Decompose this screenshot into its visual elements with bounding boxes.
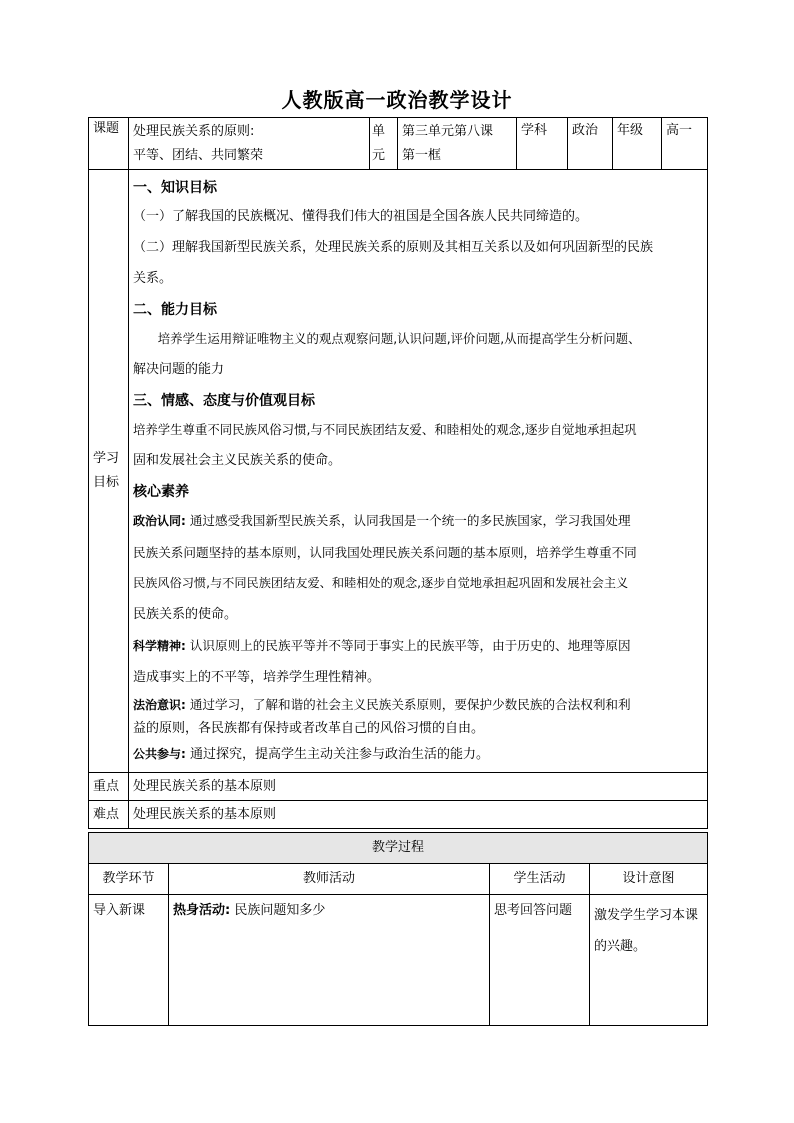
core-political-cont: 民族关系的使命。 [133,607,238,622]
subject-label: 学科 [517,118,568,170]
core-participation: 公共参与: 通过探究，提高学生主动关注参与政治生活的能力。 [133,747,489,762]
core-political-cont: 民族关系问题坚持的基本原则，认同我国处理民族关系问题的基本原则，培养学生尊重不同 [133,545,637,560]
ability-text: 培养学生运用辩证唯物主义的观点观察问题,认识问题,评价问题,从而提高学生分析问题、 [157,331,641,346]
ability-text-cont: 解决问题的能力 [133,362,225,377]
process-title-row [89,833,708,864]
objectives-row [89,170,708,773]
ability-heading: 二、能力目标 [133,302,217,318]
difficult-point-label: 难点 [89,801,129,829]
col-teacher: 教师活动 [169,864,490,895]
grade-label: 年级 [613,118,662,170]
emotion-heading: 三、情感、态度与价值观目标 [133,393,315,409]
core-heading: 核心素养 [133,484,189,500]
objectives-content [129,170,708,773]
difficult-point-row [89,801,708,829]
document-title: 人教版高一政治教学设计 [281,88,513,112]
core-science: 科学精神: 认识原则上的民族平等并不等同于事实上的民族平等，由于历史的、地理等原因 [133,638,631,653]
emotion-text: 培养学生尊重不同民族风俗习惯,与不同民族团结友爱、和睦相处的观念,逐步自觉地承担起巩 [133,422,637,437]
unit-value: 第三单元第八课 第一框 [398,118,517,170]
core-political-cont: 民族风俗习惯,与不同民族团结友爱、和睦相处的观念,逐步自觉地承担起巩固和发展社会主义 [133,576,629,590]
topic-value: 处理民族关系的原则: 平等、团结、共同繁荣 [129,118,370,170]
teacher-cell: 热身活动: 民族问题知多少 [169,895,490,1026]
core-science-cont: 造成事实上的不平等，培养学生理性精神。 [133,670,381,685]
teaching-process-table [88,832,708,1026]
core-law: 法治意识: 通过学习，了解和谐的社会主义民族关系原则，要保护少数民族的合法权利和利 [133,697,631,712]
stage-cell: 导入新课 [89,895,169,1026]
core-political: 政治认同: 通过感受我国新型民族关系，认同我国是一个统一的多民族国家，学习我国处理 [133,513,631,528]
process-header-row [89,864,708,895]
knowledge-heading: 一、知识目标 [133,180,217,196]
col-student: 学生活动 [490,864,590,895]
key-point-label: 重点 [89,773,129,801]
col-stage: 教学环节 [89,864,169,895]
col-intent: 设计意图 [590,864,708,895]
unit-label: 单 元 [370,118,398,170]
core-law-cont: 益的原则，各民族都有保持或者改革自己的风俗习惯的自由。 [133,721,485,736]
subject-value: 政治 [568,118,613,170]
knowledge-item-cont: 关系。 [133,271,173,286]
lesson-info-table [88,117,708,829]
key-point-row [89,773,708,801]
knowledge-item: （一）了解我国的民族概况、懂得我们伟大的祖国是全国各族人民共同缔造的。 [133,209,589,224]
header-row [89,118,708,170]
key-point-value: 处理民族关系的基本原则 [129,773,708,801]
intent-cell: 激发学生学习本课的兴趣。 [590,895,708,1026]
objectives-label: 学习 目标 [89,170,129,773]
difficult-point-value: 处理民族关系的基本原则 [129,801,708,829]
process-title: 教学过程 [89,833,708,864]
process-row [89,895,708,1026]
emotion-text-cont: 固和发展社会主义民族关系的使命。 [133,453,342,468]
grade-value: 高一 [662,118,708,170]
student-cell: 思考回答问题 [490,895,590,1026]
knowledge-item: （二）理解我国新型民族关系，处理民族关系的原则及其相互关系以及如何巩固新型的民族 [133,240,654,255]
topic-label: 课题 [89,118,129,170]
